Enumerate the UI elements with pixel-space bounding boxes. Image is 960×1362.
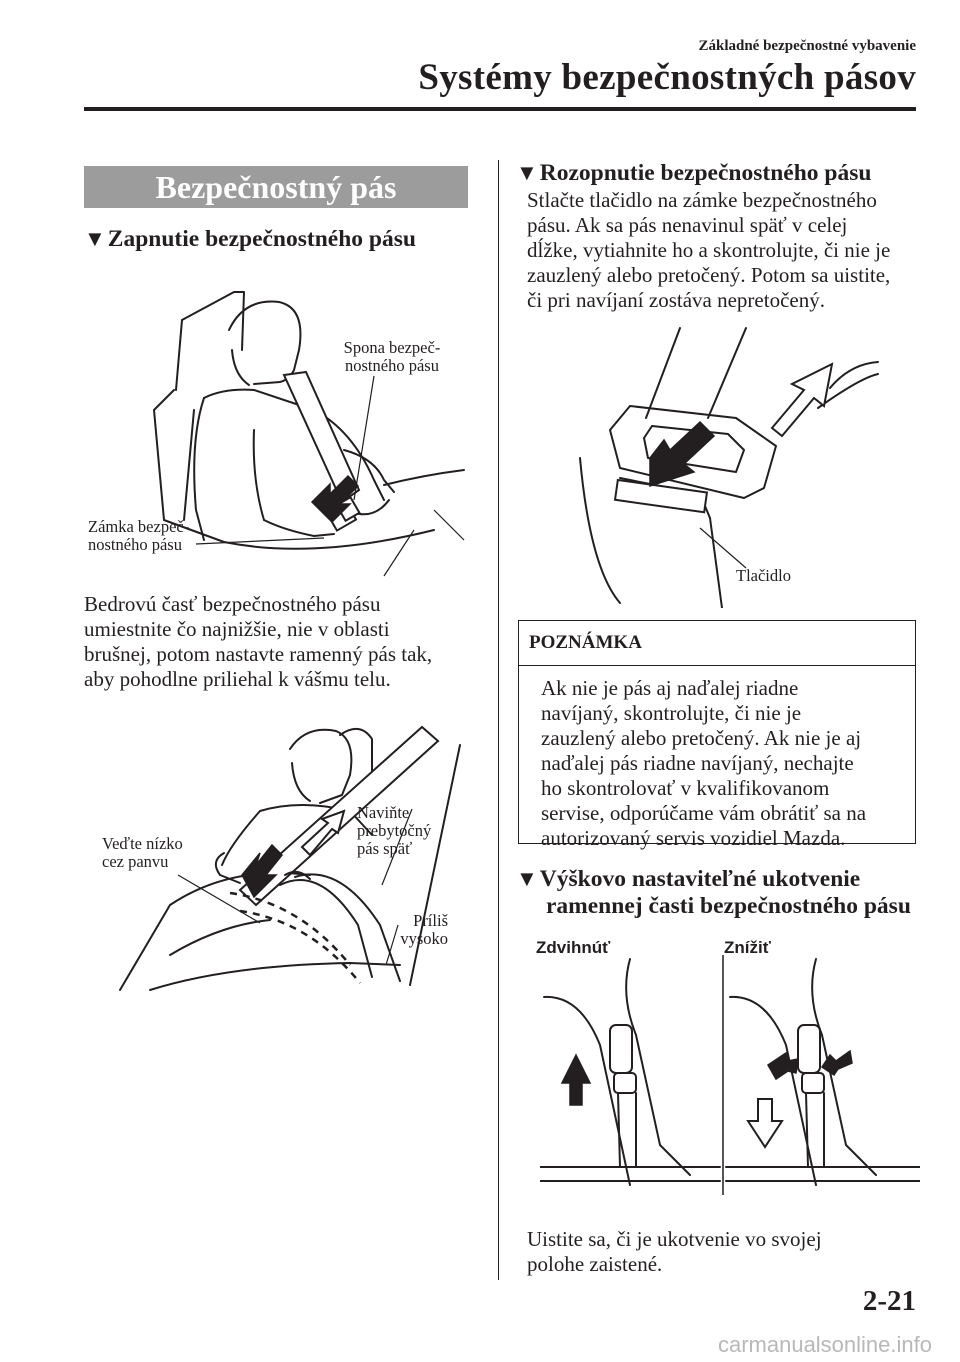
section-title: Základné bezpečnostné vybavenie bbox=[698, 38, 916, 54]
watermark: carmanualsonline.info bbox=[717, 1332, 932, 1357]
anchor-heading: ▼Výškovo nastaviteľné ukotvenie ramennej časti bezpečnostného pásu bbox=[516, 866, 911, 919]
label-too-high: Príliš vysoko bbox=[400, 911, 448, 948]
note-text: Ak nie je pás aj naďalej riadne navíjaný, skontrolujte, či nie je zauzlený alebo pretočený. Ak nie je aj naďalej pás riadne navíjaný, nechajte ho skontrolovať v kvalifikovanom servise, odporúčame vám obrátiť sa na autorizovaný servis vozidiel Mazda. bbox=[541, 676, 867, 850]
anchor-paragraph: Uistite sa, či je ukotvenie vo svojej polohe zaistené. bbox=[527, 1227, 822, 1276]
unfasten-heading: ▼Rozopnutie bezpečnostného pásu bbox=[516, 160, 872, 186]
buckle-release-illustration bbox=[560, 318, 880, 608]
label-buckle: Zámka bezpeč- nostného pásu bbox=[88, 517, 190, 554]
note-box bbox=[518, 620, 916, 850]
label-lower: Znížiť bbox=[724, 938, 771, 957]
header-rule bbox=[84, 107, 916, 111]
triangle-bullet-icon: ▼ bbox=[84, 226, 106, 251]
label-tongue: Spona bezpeč- nostného pásu bbox=[343, 338, 441, 375]
column-divider bbox=[498, 160, 499, 1280]
note-title: POZNÁMKA bbox=[519, 621, 915, 666]
label-release-button: Tlačidlo bbox=[736, 566, 791, 585]
label-retract: Naviňte prebytočný pás späť bbox=[357, 803, 432, 858]
section-band-title: Bezpečnostný pás bbox=[84, 166, 468, 208]
label-raise: Zdvihnúť bbox=[536, 938, 611, 957]
page-title: Systémy bezpečnostných pásov bbox=[418, 57, 916, 98]
triangle-bullet-icon: ▼ bbox=[516, 160, 538, 185]
fasten-paragraph: Bedrovú časť bezpečnostného pásu umiestnite čo najnižšie, nie v oblasti brušnej, potom nastavte ramenný pás tak, aby pohodlne priliehal k vášmu telu. bbox=[84, 592, 433, 691]
triangle-bullet-icon: ▼ bbox=[516, 866, 538, 891]
fasten-heading: ▼Zapnutie bezpečnostného pásu bbox=[84, 226, 416, 252]
label-route-low: Veďte nízko cez panvu bbox=[102, 834, 183, 871]
page-number: 2-21 bbox=[862, 1285, 916, 1317]
anchor-adjust-illustration bbox=[540, 955, 920, 1195]
unfasten-paragraph: Stlačte tlačidlo na zámke bezpečnostného pásu. Ak sa pás nenavinul späť v celej dĺžke, vytiahnite ho a skontrolujte, či nie je zauzlený alebo pretočený. Potom sa uistite, či pri navíjaní zostáva nepretočený. bbox=[527, 188, 891, 312]
